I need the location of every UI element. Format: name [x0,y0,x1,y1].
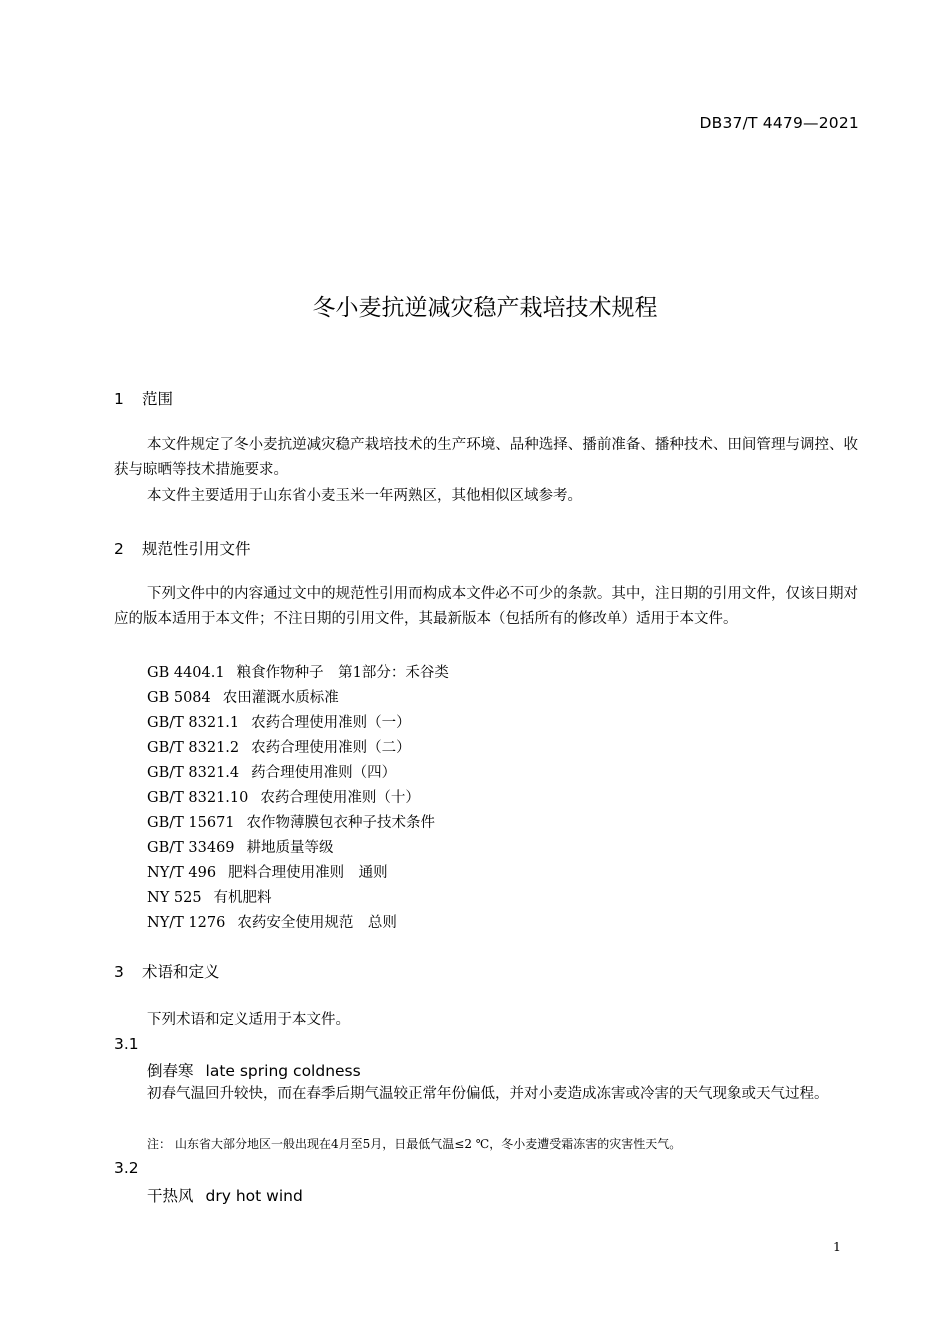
reference-title: 药合理使用准则（四） [251,765,397,781]
reference-code: NY/T 1276 [147,915,226,931]
reference-title: 耕地质量等级 [246,840,334,856]
term-number: 3.2 [114,1159,139,1177]
reference-title: 农药合理使用准则（二） [251,740,411,756]
reference-code: GB/T 8321.10 [147,790,249,806]
reference-title: 农田灌溉水质标准 [222,690,339,706]
scope-paragraph-2: 本文件主要适用于山东省小麦玉米一年两熟区，其他相似区域参考。 [147,488,582,504]
term-chinese: 倒春寒 [147,1062,194,1080]
term-english: late spring coldness [205,1062,361,1080]
reference-item [147,861,388,882]
reference-item [147,811,435,832]
reference-code: GB/T 8321.1 [147,715,240,731]
scope-paragraph-1: 本文件规定了冬小麦抗逆减灾稳产栽培技术的生产环境、品种选择、播前准备、播种技术、田间管理与调控、收获与晾晒等技术措施要求。 [114,437,858,478]
section-title: 范围 [142,390,174,408]
note-text: 山东省大部分地区一般出现在4月至5月，日最低气温≤2 ℃，冬小麦遭受霜冻害的灾害性天气。 [175,1137,682,1151]
section-title: 术语和定义 [142,963,220,981]
terms-intro: 下列术语和定义适用于本文件。 [147,1012,350,1028]
reference-code: GB 5084 [147,690,211,706]
document-title: 冬小麦抗逆减灾稳产栽培技术规程 [312,295,658,321]
reference-code: GB 4404.1 [147,665,225,681]
term-heading [147,1184,303,1206]
reference-code: GB/T 8321.4 [147,765,240,781]
reference-item [147,786,420,807]
term-definition: 初春气温回升较快，而在春季后期气温较正常年份偏低，并对小麦造成冻害或冷害的天气现象或天气过程。 [147,1086,829,1102]
term-english: dry hot wind [205,1187,303,1205]
section-number: 1 [114,390,124,408]
section-heading-terms-definitions [114,960,220,982]
reference-title: 农药合理使用准则（一） [251,715,411,731]
reference-code: GB/T 33469 [147,840,235,856]
reference-code: NY/T 496 [147,865,217,881]
document-code: DB37/T 4479—2021 [699,114,859,132]
reference-item [147,761,396,782]
reference-title: 农药合理使用准则（十） [260,790,420,806]
reference-code: GB/T 8321.2 [147,740,240,756]
reference-item [147,711,411,732]
section-title: 规范性引用文件 [142,540,251,558]
note-label: 注： [147,1137,172,1151]
term-note [147,1135,681,1152]
reference-title: 农作物薄膜包衣种子技术条件 [246,815,436,831]
page-number: 1 [833,1239,841,1254]
reference-title: 农药安全使用规范 总则 [237,915,397,931]
section-heading-scope [114,387,173,409]
reference-title: 肥料合理使用准则 通则 [228,865,388,881]
section-number: 2 [114,540,124,558]
reference-item [147,886,272,907]
term-heading [147,1059,361,1081]
reference-item [147,911,397,932]
term-number: 3.1 [114,1035,139,1053]
section-number: 3 [114,963,124,981]
term-chinese: 干热风 [147,1187,194,1205]
reference-code: NY 525 [147,890,202,906]
reference-item [147,686,339,707]
reference-item [147,661,449,682]
section-heading-normative-references [114,537,251,559]
references-intro: 下列文件中的内容通过文中的规范性引用而构成本文件必不可少的条款。其中，注日期的引用文件，仅该日期对应的版本适用于本文件；不注日期的引用文件，其最新版本（包括所有的修改单）适用于本文件。 [114,586,858,627]
reference-title: 粮食作物种子 第1部分：禾谷类 [236,665,449,681]
reference-code: GB/T 15671 [147,815,235,831]
reference-item [147,836,334,857]
reference-item [147,736,411,757]
reference-title: 有机肥料 [213,890,272,906]
